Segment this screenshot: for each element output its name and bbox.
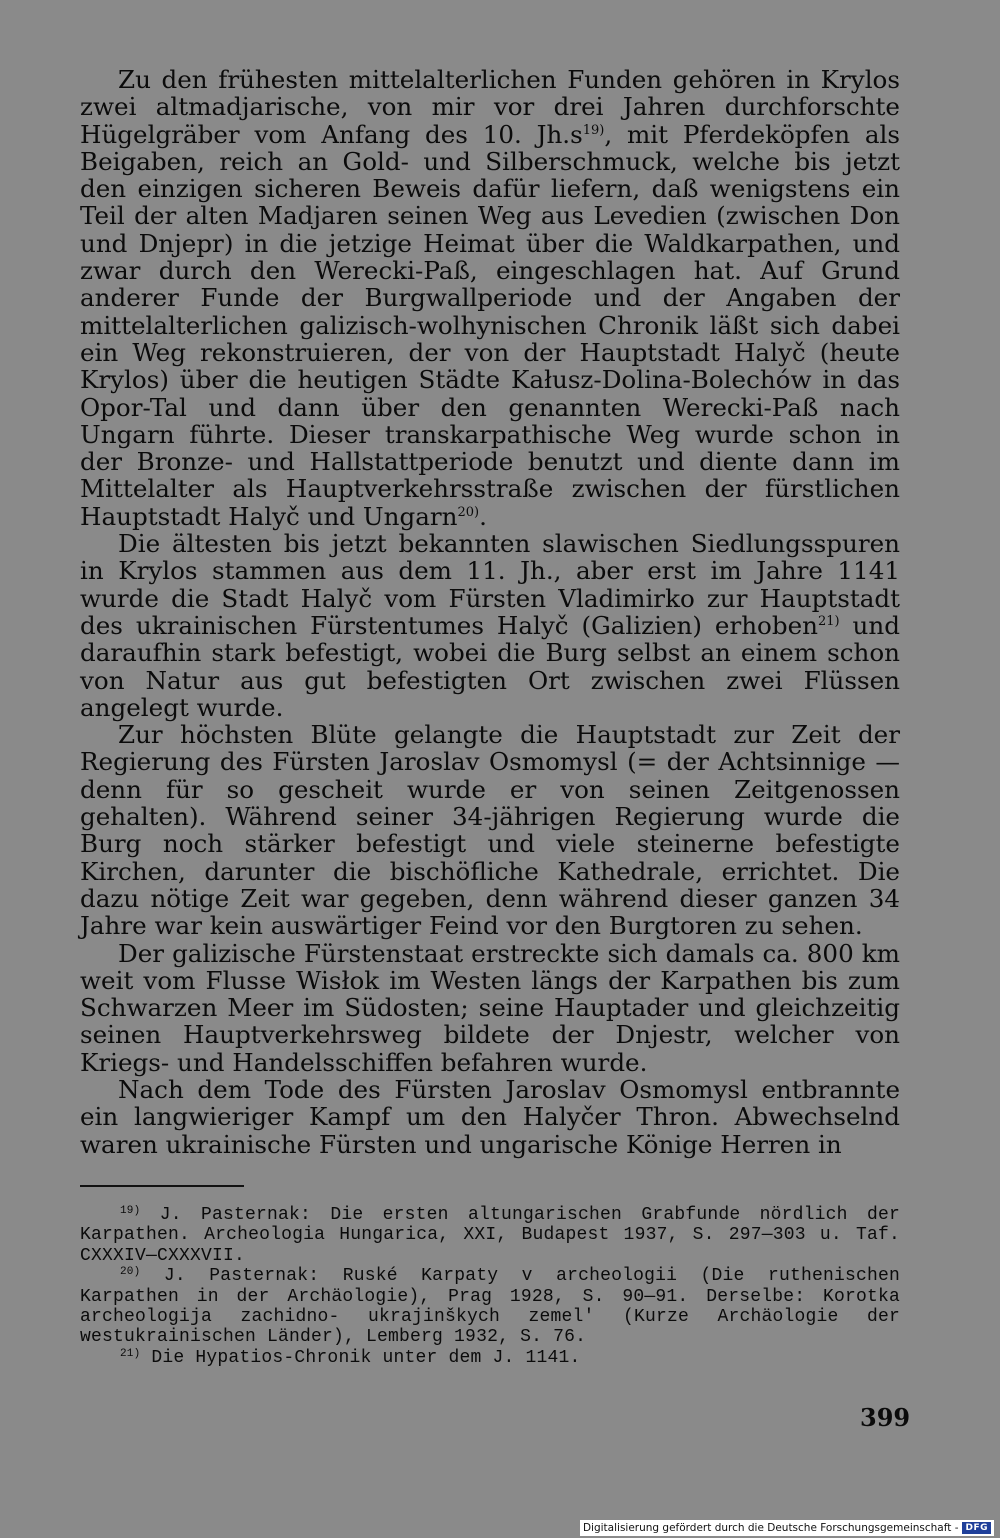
- footnote-text: J. Pasternak: Ruské Karpaty v archeologii (Die ruthenischen Karpathen in der Archäologie), Prag 1928, S. 90—91. Derselbe: Korotka archeologija zachidno- ukrajinškych zemel' (Kurze Archäologie der westukrainischen Länder), Lemberg 1932, S. 76.: [80, 1266, 900, 1348]
- paragraph-2-text-cont: und daraufhin stark befestigt, wobei die Burg selbst an einem schon von Natur aus gut befestigten Ort zwischen zwei Flüssen angelegt wurde.: [80, 610, 900, 722]
- paragraph-1: [80, 66, 900, 530]
- paragraph-4: Der galizische Fürstenstaat erstreckte sich damals ca. 800 km weit vom Flusse Wisłok im Westen längs der Karpathen bis zum Schwarzen Meer im Südosten; seine Hauptader und gleichzeitig seinen Hauptverkehrsweg bildete der Dnjestr, welcher von Kriegs- und Handelsschiffen befahren wurde.: [80, 938, 900, 1077]
- footnote-19: [80, 1205, 900, 1266]
- footnote-mark: 19): [120, 1205, 141, 1217]
- footnote-20: [80, 1266, 900, 1348]
- footnote-ref-19[interactable]: 19): [582, 122, 605, 138]
- footnote-mark: 20): [120, 1266, 141, 1279]
- footnote-text: J. Pasternak: Die ersten altungarischen Grabfunde nördlich der Karpathen. Archeologia Hungarica, XXI, Budapest 1937, S. 297—303 u. Taf. CXXXIV—CXXXVII.: [80, 1205, 900, 1266]
- page-number: 399: [860, 1403, 911, 1432]
- paragraph-1-text-cont: , mit Pferdeköpfen als Beigaben, reich an Gold- und Silberschmuck, welche bis jetzt den einzigen sicheren Beweis dafür liefern, daß wenigstens ein Teil der alten Madjaren seinen Weg aus Levedien (zwischen Don und Dnjepr) in die jetzige Heimat über die Waldkarpathen, und zwar durch den Werecki-Paß, eingeschlagen hat. Auf Grund anderer Funde der Burgwallperiode und der Angaben der mittelalterlichen galizisch-wolhynischen Chronik läßt sich dabei ein Weg rekonstruieren, der von der Hauptstadt Halyč (heute Krylos) über die heutigen Städte Kałusz-Dolina-Bolechów in das Opor-Tal und dann über den genannten Werecki-Paß nach Ungarn führte. Dieser transkarpathische Weg wurde schon in der Bronze- und Hallstattperiode benutzt und diente dann im Mittelalter als Hauptverkehrsstraße zwischen der fürstlichen Hauptstadt Halyč und Ungarn: [80, 119, 900, 531]
- digitization-credit: [580, 1520, 994, 1536]
- paragraph-1-text: Zu den frühesten mittelalterlichen Funden gehören in Krylos zwei altmadjarische, von mir vor drei Jahren durchforschte Hügelgräber vom Anfang des 10. Jh.s: [80, 65, 900, 149]
- paragraph-2: [80, 530, 900, 721]
- dfg-logo-icon: DFG: [962, 1522, 991, 1534]
- footnote-ref-21[interactable]: 21): [817, 613, 840, 629]
- paragraph-5: Nach dem Tode des Fürsten Jaroslav Osmomysl entbrannte ein langwieriger Kampf um den Halyčer Thron. Abwechselnd waren ukrainische Fürsten und ungarische Könige Herren in: [80, 1074, 900, 1159]
- paragraph-2-text: Die ältesten bis jetzt bekannten slawischen Siedlungsspuren in Krylos stammen aus dem 11. Jh., aber erst im Jahre 1141 wurde die Stadt Halyč vom Fürsten Vladimirko zur Hauptstadt des ukrainischen Fürstentumes Halyč (Galizien) erhoben: [80, 529, 900, 640]
- credit-text: Digitalisierung gefördert durch die Deutsche Forschungsgemeinschaft -: [582, 1522, 959, 1534]
- footnote-ref-20[interactable]: 20): [457, 504, 480, 520]
- footnote-text: Die Hypatios-Chronik unter dem J. 1141.: [140, 1347, 581, 1368]
- paragraph-1-end: .: [479, 501, 487, 531]
- footnote-divider: [80, 1185, 244, 1187]
- footnote-21: [80, 1348, 900, 1368]
- body-text: [80, 66, 900, 1158]
- footnotes: [80, 1205, 900, 1368]
- footnote-mark: 21): [120, 1347, 141, 1360]
- paragraph-3: Zur höchsten Blüte gelangte die Hauptstadt zur Zeit der Regierung des Fürsten Jaroslav Osmomysl (= der Achtsinnige — denn für so gescheit wurde er von seinen Zeitgenossen gehalten). Während seiner 34-jährigen Regierung wurde die Burg noch stärker befestigt und viele steinerne befestigte Kirchen, darunter die bischöfliche Kathedrale, errichtet. Die dazu nötige Zeit war gegeben, denn während dieser ganzen 34 Jahre war kein auswärtiger Feind vor den Burgtoren zu sehen.: [80, 720, 900, 941]
